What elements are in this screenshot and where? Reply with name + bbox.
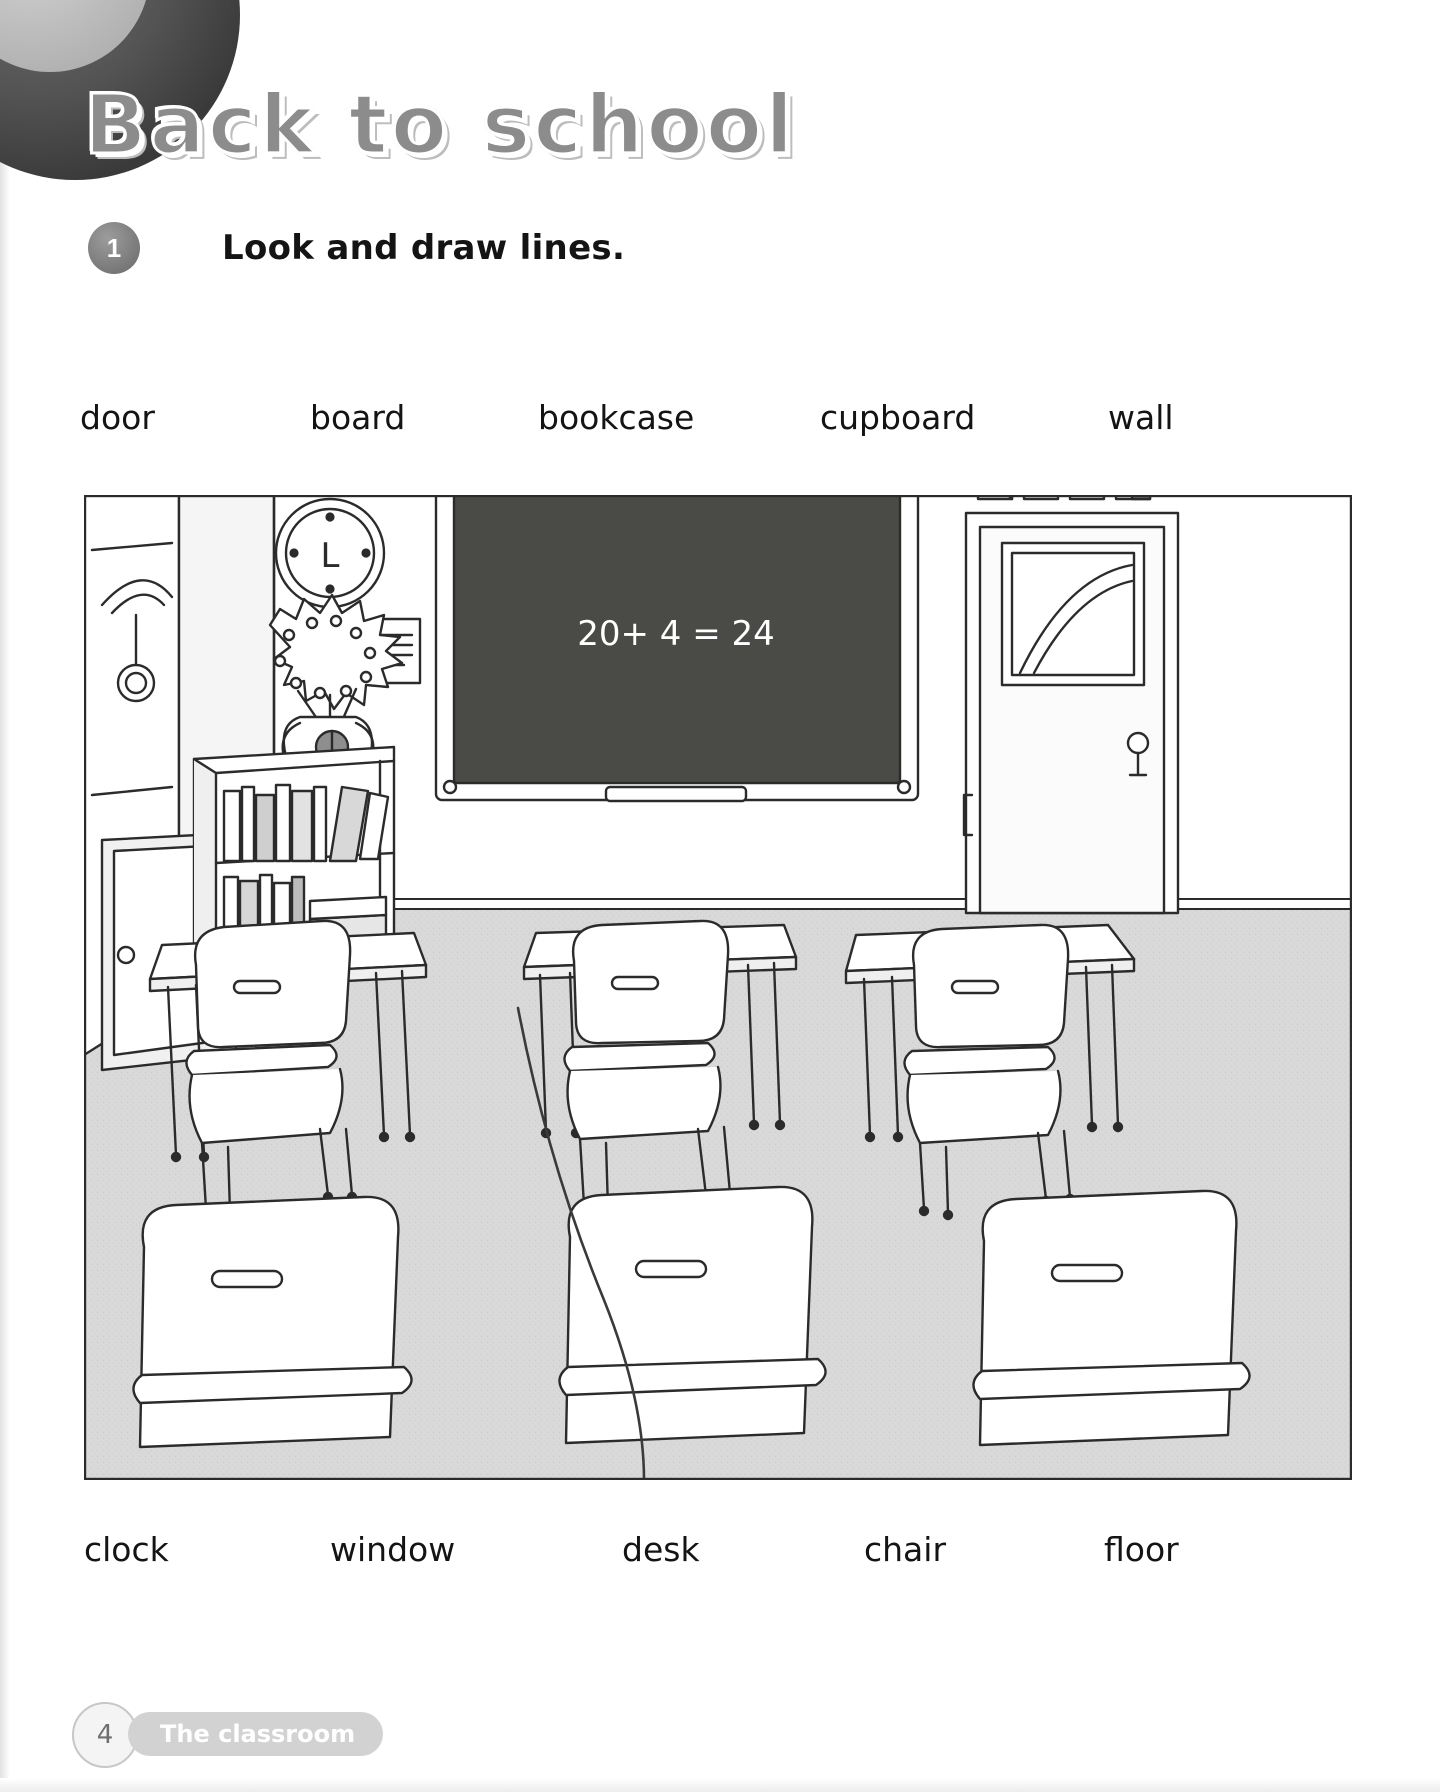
page-title: Back to school: [84, 78, 797, 173]
word-desk[interactable]: desk: [622, 1530, 700, 1569]
page-edge-shadow-bottom: [0, 1778, 1440, 1792]
word-board[interactable]: board: [310, 398, 406, 437]
classroom-illustration: [84, 495, 1352, 1480]
svg-text:L: L: [320, 536, 340, 576]
word-clock[interactable]: clock: [84, 1530, 169, 1569]
exercise-instruction: Look and draw lines.: [222, 228, 626, 268]
footer-page-number: 4: [72, 1702, 138, 1768]
svg-text:20+ 4 = 24: 20+ 4 = 24: [577, 614, 775, 654]
word-window[interactable]: window: [330, 1530, 456, 1569]
word-door[interactable]: door: [80, 398, 155, 437]
word-cupboard[interactable]: cupboard: [820, 398, 976, 437]
decorative-circle-light: [0, 0, 150, 72]
exercise-number-badge: 1: [88, 222, 140, 274]
page-edge-shadow-left: [0, 0, 10, 1792]
word-floor[interactable]: floor: [1104, 1530, 1179, 1569]
word-chair[interactable]: chair: [864, 1530, 947, 1569]
footer-unit-label: The classroom: [128, 1712, 383, 1756]
word-bookcase[interactable]: bookcase: [538, 398, 695, 437]
word-wall[interactable]: wall: [1108, 398, 1174, 437]
